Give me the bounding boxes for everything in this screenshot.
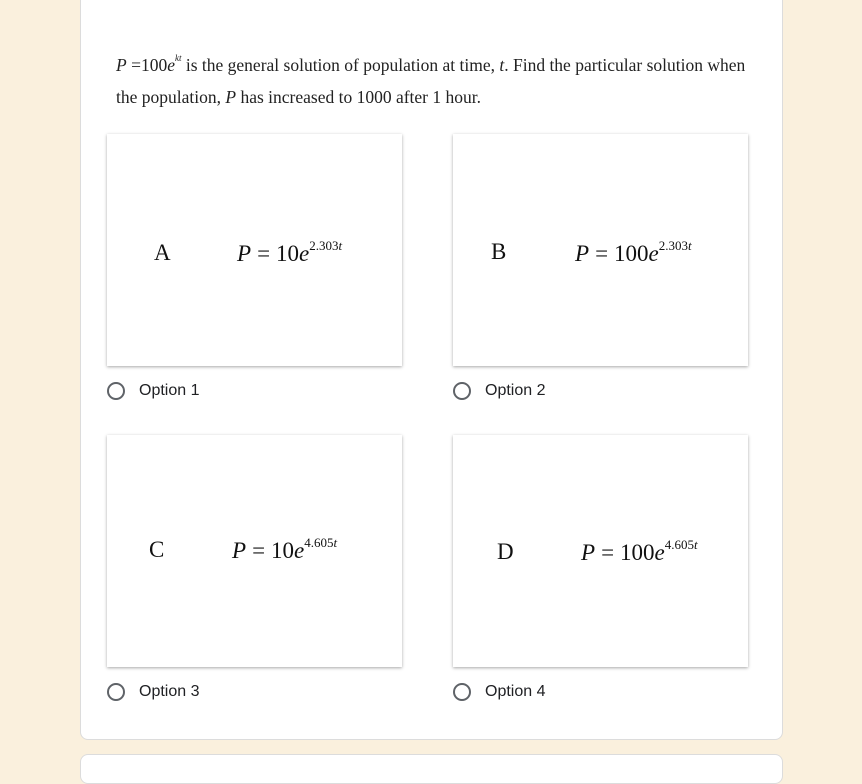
option-letter: C bbox=[149, 537, 165, 562]
radio-circle[interactable] bbox=[453, 683, 471, 701]
radio-circle[interactable] bbox=[453, 382, 471, 400]
option-image-c bbox=[107, 435, 402, 667]
option-letter: B bbox=[491, 239, 507, 264]
option-3-radio[interactable] bbox=[107, 683, 199, 701]
option-formula: $P = 10e^{4.605t}$ bbox=[232, 535, 338, 563]
option-label[interactable]: Option 4 bbox=[485, 683, 546, 700]
radio-circle[interactable] bbox=[107, 683, 125, 701]
option-1-radio[interactable] bbox=[107, 382, 199, 400]
option-formula: $P = 10e^{2.303t}$ bbox=[237, 238, 343, 266]
option-image-d bbox=[453, 435, 748, 667]
option-label[interactable]: Option 3 bbox=[139, 683, 200, 700]
option-label[interactable]: Option 1 bbox=[139, 382, 200, 399]
option-image-a bbox=[107, 134, 402, 366]
option-2-radio[interactable] bbox=[453, 382, 545, 400]
option-formula: $P = 100e^{4.605t}$ bbox=[581, 537, 698, 565]
option-label[interactable]: Option 2 bbox=[485, 382, 546, 399]
radio-circle[interactable] bbox=[107, 382, 125, 400]
question-text: $P =100e^{kt}$ is the general solution of population at time, t. Find the particular solution when the population, P has increased to 1000 after 1 hour. bbox=[116, 53, 746, 107]
option-letter: D bbox=[497, 539, 514, 564]
option-4-radio[interactable] bbox=[453, 683, 545, 701]
option-letter: A bbox=[154, 240, 171, 265]
option-formula: $P = 100e^{2.303t}$ bbox=[575, 238, 692, 266]
option-image-b bbox=[453, 134, 748, 366]
